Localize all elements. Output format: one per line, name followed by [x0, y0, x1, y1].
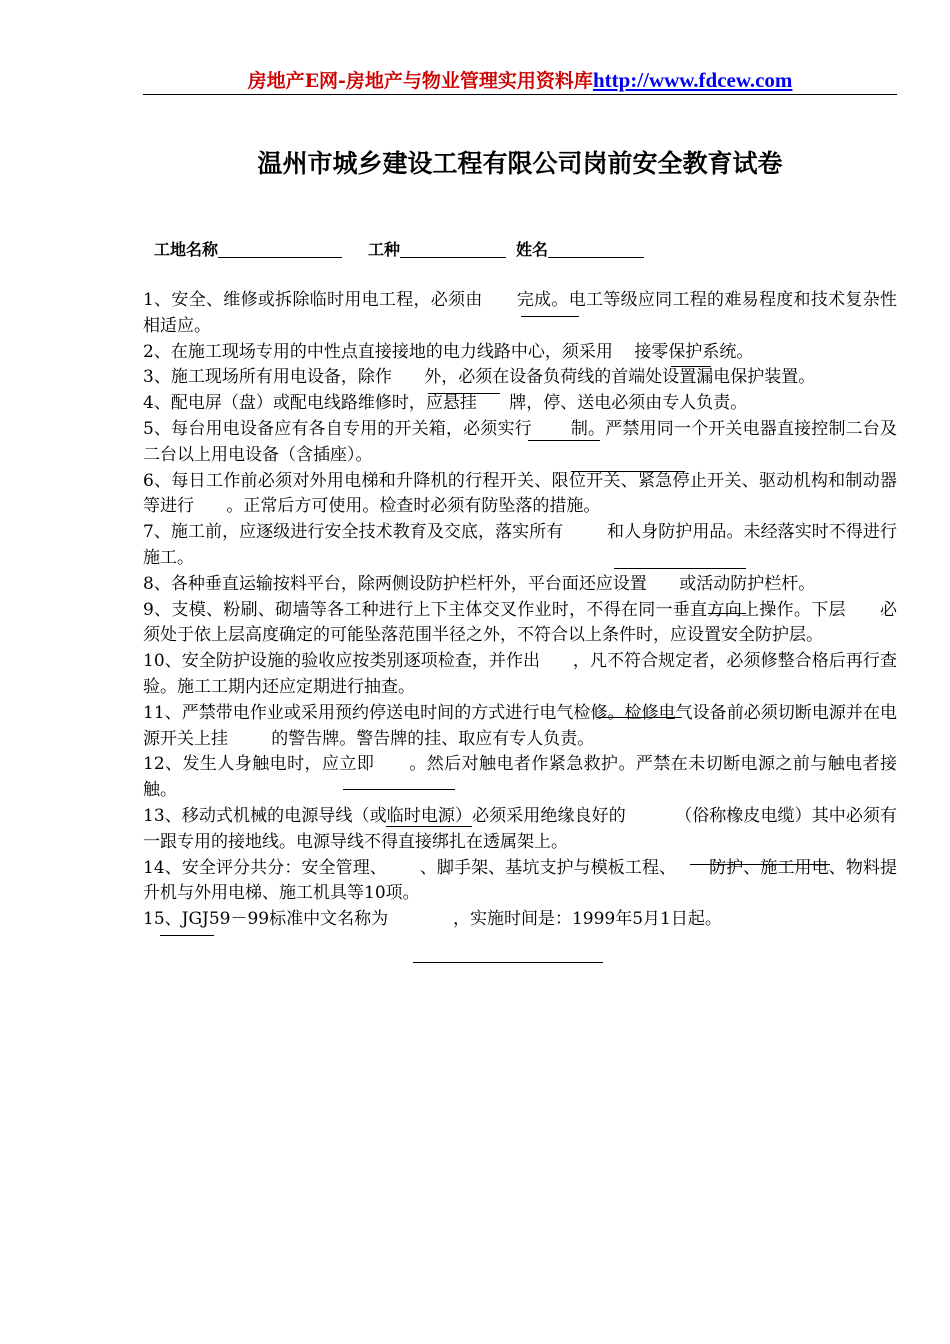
question-6: 6、每日工作前必须对外用电梯和升降机的行程开关、限位开关、紧急停止开关、驱动机构和制动器等进行 。正常后方可使用。检查时必须有防坠落的措施。	[143, 470, 897, 517]
question-2: 2、在施工现场专用的中性点直接接地的电力线路中心，须采用 接零保护系统。	[143, 341, 754, 362]
question-3: 3、施工现场所有用电设备，除作 外，必须在设备负荷线的首端处设置漏电保护装置。	[143, 367, 816, 388]
answer-blank-12[interactable]	[386, 826, 472, 827]
page-header	[143, 66, 897, 95]
site-url-link[interactable]: http://www.fdcew.com	[592, 68, 793, 92]
question-12: 12、发生人身触电时，应立即 。然后对触电者作紧急救护。严禁在未切断电源之前与触电者接触。	[143, 754, 897, 801]
question-9: 9、支模、粉刷、砌墙等各工种进行上下主体交叉作业时，不得在同一垂直方向上操作。下层 必须处于依上层高度确定的可能坠落范围半径之外，不符合以上条件时，应设置安全防护层。	[143, 599, 897, 646]
name-label: 姓名	[516, 240, 549, 259]
question-list	[143, 288, 897, 933]
answer-blank-1[interactable]	[521, 316, 579, 317]
answer-blank-7[interactable]	[614, 568, 746, 569]
question-11: 11、严禁带电作业或采用预约停送电时间的方式进行电气检修。检修电气设备前必须切断电源并在电源开关上挂 的警告牌。警告牌的挂、取应有专人负责。	[143, 702, 897, 749]
question-8: 8、各种垂直运输按料平台，除两侧设防护栏杆外，平台面还应设置 或活动防护栏杆。	[143, 573, 816, 594]
answer-blank-15[interactable]	[413, 962, 603, 963]
question-15: 15、JGJ59－99标准中文名称为 ，实施时间是：1999年5月1日起。	[143, 909, 722, 930]
site-name-field[interactable]	[218, 239, 342, 258]
name-field[interactable]	[548, 239, 644, 258]
question-13: 13、移动式机械的电源导线（或临时电源）必须采用绝缘良好的 （俗称橡皮电缆）其中必须有一跟专用的接地线。电源导线不得直接绑扎在透属架上。	[143, 805, 897, 852]
answer-blank-5[interactable]	[571, 471, 685, 472]
answer-blank-14a[interactable]	[160, 935, 214, 936]
answer-blank-3[interactable]	[428, 393, 500, 394]
question-10: 10、安全防护设施的验收应按类别逐项检查，并作出 ，凡不符合规定者，必须修整合格后再行查验。施工工期内还应定期进行抽查。	[143, 651, 897, 697]
answer-blank-13[interactable]	[690, 864, 830, 865]
trade-label: 工种	[368, 240, 401, 259]
answer-blank-10[interactable]	[596, 717, 682, 718]
answer-blank-11[interactable]	[343, 789, 455, 790]
exam-info-row	[154, 237, 854, 263]
site-name-label: 工地名称	[154, 240, 219, 259]
site-name: 房地产E网-房地产与物业管理实用资料库	[247, 70, 593, 92]
page-title: 温州市城乡建设工程有限公司岗前安全教育试卷	[257, 149, 783, 178]
answer-blank-2[interactable]	[671, 366, 711, 367]
question-5: 5、每台用电设备应有各自专用的开关箱，必须实行 制。严禁用同一个开关电器直接控制二台及二台以上用电设备（含插座）。	[143, 418, 897, 465]
answer-blank-8[interactable]	[708, 613, 746, 614]
trade-field[interactable]	[400, 239, 506, 258]
answer-blank-4[interactable]	[528, 440, 600, 441]
question-7: 7、施工前，应逐级进行安全技术教育及交底，落实所有 和人身防护用品。未经落实时不得进行施工。	[143, 522, 897, 568]
question-4: 4、配电屏（盘）或配电线路维修时，应悬挂 牌，停、送电必须由专人负责。	[143, 393, 748, 414]
question-1: 1、安全、维修或拆除临时用电工程，必须由 完成。电工等级应同工程的难易程度和技术复杂性相适应。	[143, 290, 897, 336]
question-14: 14、安全评分共分：安全管理、 、脚手架、基坑支护与模板工程、 防护、施工用电、物料提升机与外用电梯、施工机具等10项。	[143, 857, 897, 904]
